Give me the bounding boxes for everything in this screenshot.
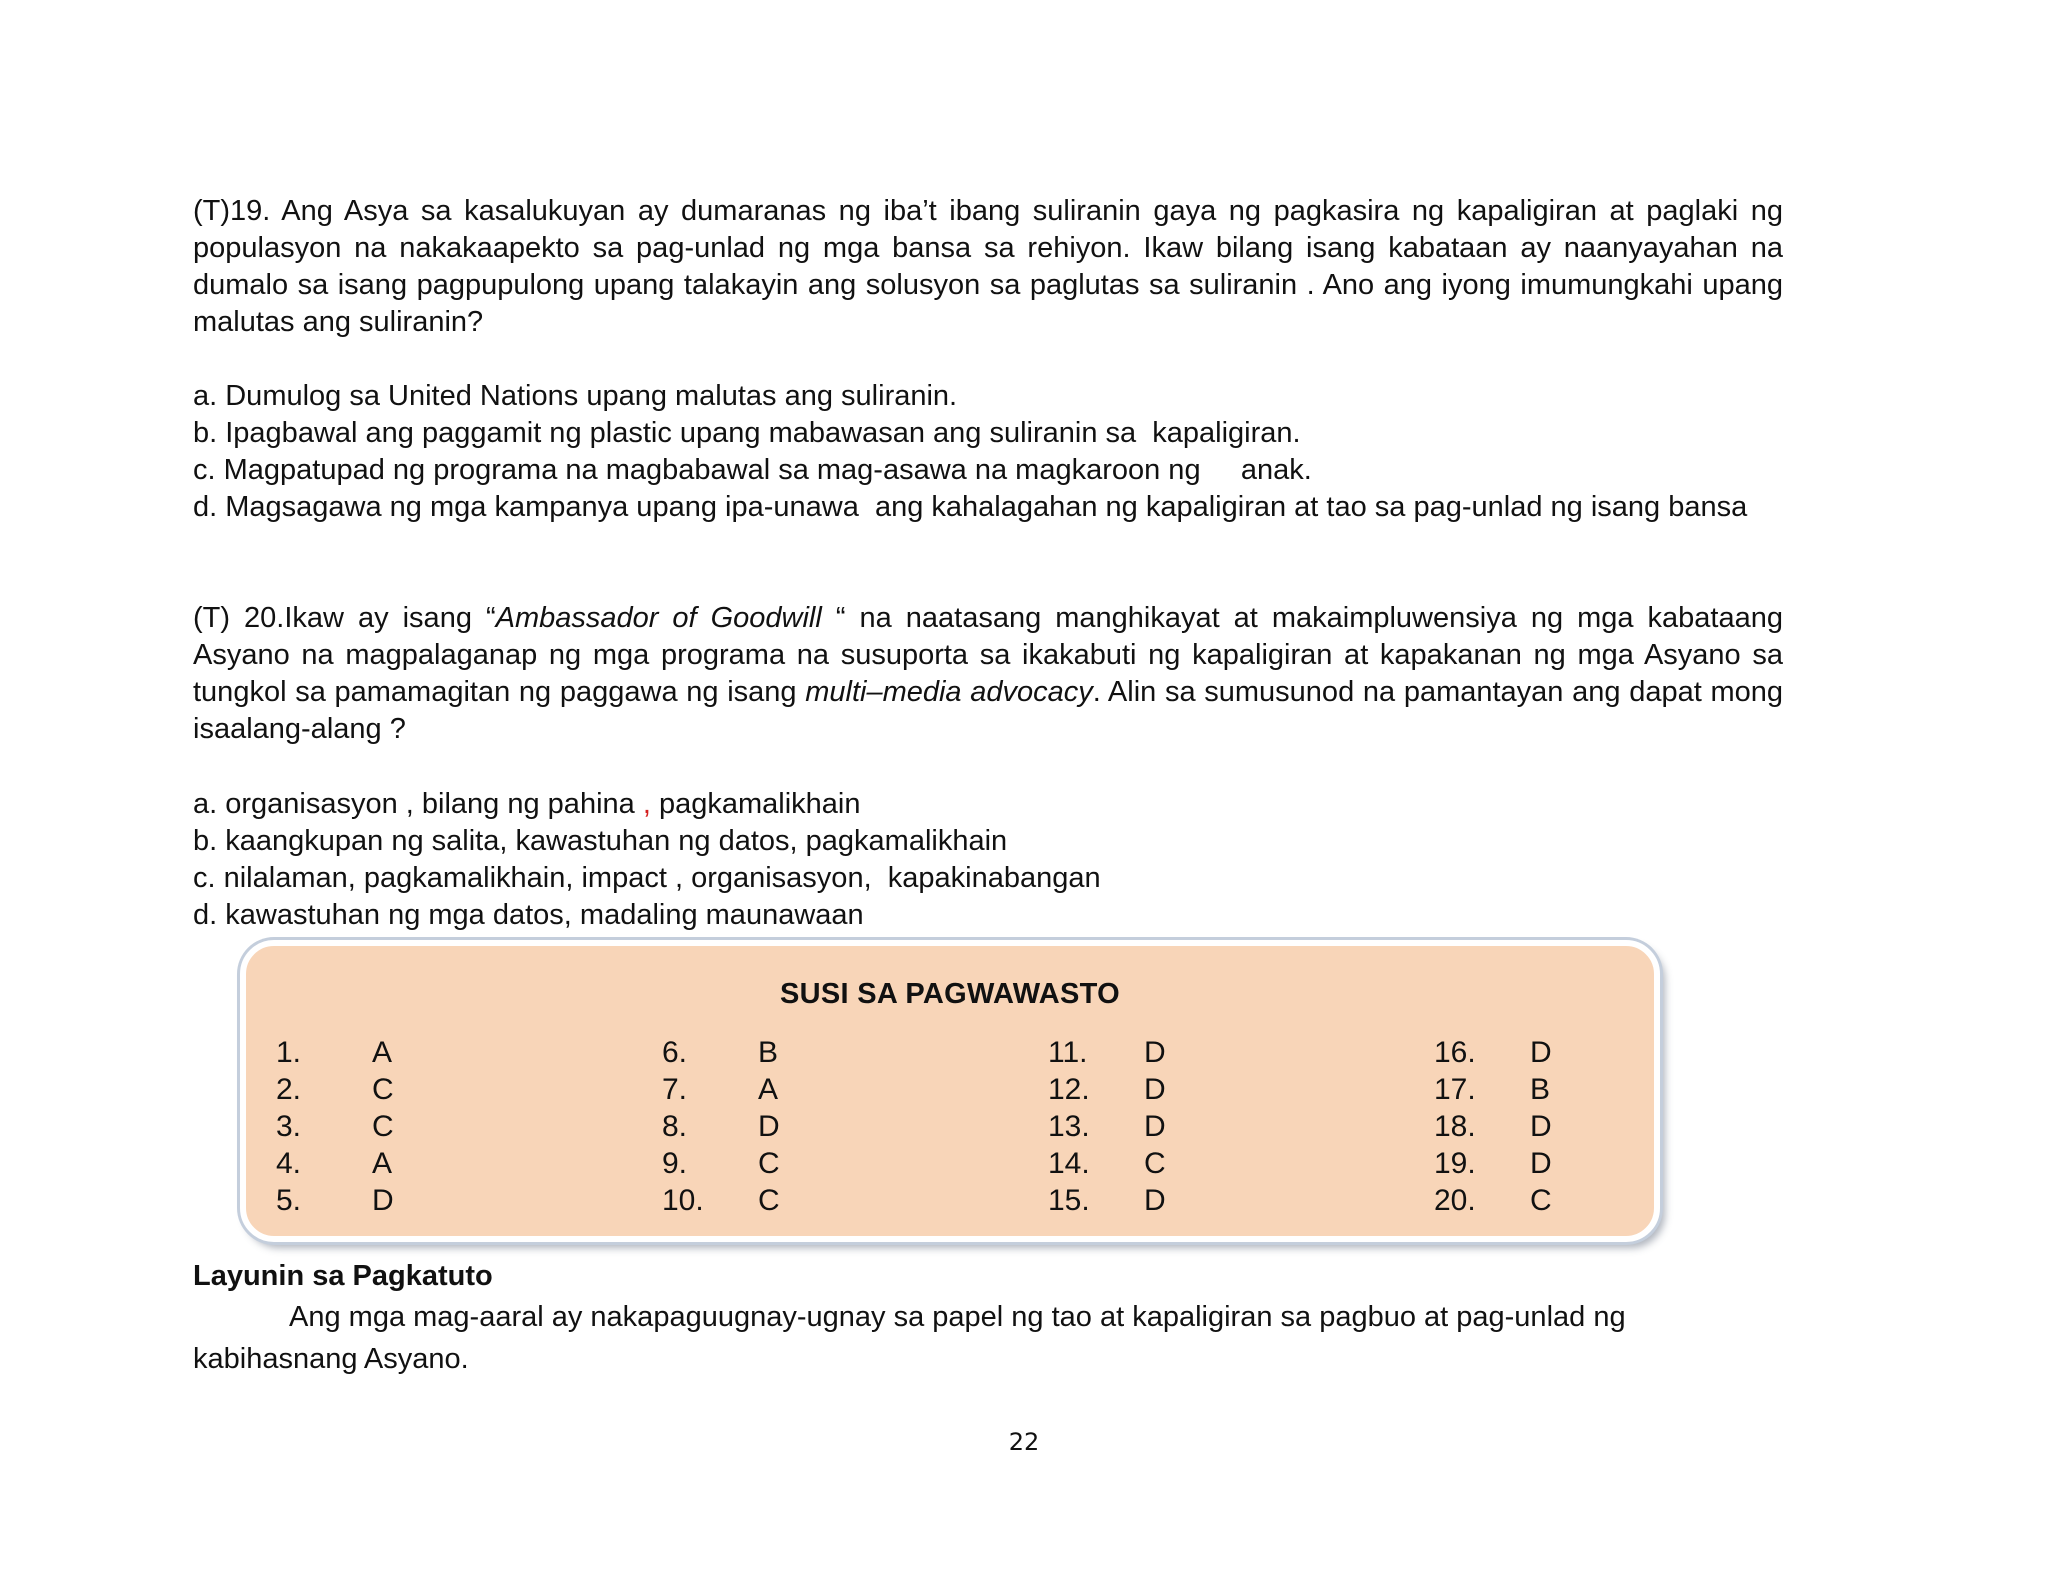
answer-key-row [276,1071,596,1108]
answer-key-answer: D [1144,1110,1166,1143]
answer-key-row [1434,1071,1754,1108]
question-20-stem-italic-1: Ambassador of Goodwill [495,602,822,634]
objective-heading: Layunin sa Pagkatuto [193,1260,493,1292]
question-19-options [193,378,1783,526]
answer-key-number: 2. [276,1073,302,1106]
answer-key-number: 7. [662,1073,688,1106]
question-20 [193,600,1783,748]
answer-key-column [1048,1034,1368,1219]
answer-key-answer: C [1144,1147,1166,1180]
answer-key-row [276,1108,596,1145]
answer-key-number: 18. [1434,1110,1476,1143]
answer-key-column [276,1034,596,1219]
question-20-option-a-text-2: pagkamalikhain [650,788,861,820]
answer-key-row [276,1034,596,1071]
question-20-option-b: b. kaangkupan ng salita, kawastuhan ng datos, pagkamalikhain [193,825,1008,857]
question-19-option-d: d. Magsagawa ng mga kampanya upang ipa-unawa ang kahalagahan ng kapaligiran at tao sa pag-unlad ng isang bansa [193,491,1748,523]
question-19 [193,193,1783,341]
question-19-option-c: c. Magpatupad ng programa na magbabawal sa mag-asawa na magkaroon ng anak. [193,454,1312,486]
answer-key-number: 13. [1048,1110,1090,1143]
answer-key-number: 1. [276,1036,302,1069]
answer-key-answer: D [1144,1073,1166,1106]
answer-key-number: 10. [662,1184,704,1217]
page-number: 22 [1008,1428,1040,1456]
answer-key-number: 15. [1048,1184,1090,1217]
question-19-option-a: a. Dumulog sa United Nations upang malutas ang suliranin. [193,380,958,412]
answer-key-number: 5. [276,1184,302,1217]
answer-key-row [276,1145,596,1182]
answer-key-answer: C [758,1147,780,1180]
question-20-option-a-text-1: a. organisasyon , bilang ng pahina [193,788,643,820]
question-19-stem: (T)19. Ang Asya sa kasalukuyan ay dumaranas ng iba’t ibang suliranin gaya ng pagkasira ng kapaligiran at paglaki ng populasyon na nakakaapekto sa pag-unlad ng mga bansa sa rehiyon. Ikaw bilang isang kabataan ay naanyayahan na dumalo sa isang pagpupulong upang talakayin ang solusyon sa paglutas sa suliranin . Ano ang iyong imumungkahi upang malutas ang suliranin? [193,195,1783,338]
objective-text [193,1296,1753,1380]
answer-key-number: 11. [1048,1036,1088,1069]
question-20-option-c: c. nilalaman, pagkamalikhain, impact , organisasyon, kapakinabangan [193,862,1101,894]
answer-key-answer: C [758,1184,780,1217]
answer-key-answer: C [372,1110,394,1143]
answer-key-answer: D [1144,1184,1166,1217]
answer-key-number: 12. [1048,1073,1090,1106]
answer-key-row [1048,1071,1368,1108]
question-20-stem [193,600,1783,748]
answer-key-row [1434,1182,1754,1219]
answer-key-column [662,1034,982,1219]
answer-key-row [276,1182,596,1219]
answer-key-number: 19. [1434,1147,1476,1180]
answer-key-number: 4. [276,1147,302,1180]
answer-key-row [1434,1034,1754,1071]
question-20-option-a [193,786,1783,823]
answer-key-answer: D [1530,1147,1552,1180]
answer-key-row [1048,1145,1368,1182]
answer-key-answer: A [372,1036,393,1069]
answer-key-answer: D [1144,1036,1166,1069]
answer-key-column [1434,1034,1754,1219]
answer-key-answer: D [372,1184,394,1217]
answer-key-answer: D [1530,1036,1552,1069]
question-20-stem-italic-2: multi–media advocacy [805,676,1093,708]
answer-key-row [662,1108,982,1145]
answer-key-row [662,1145,982,1182]
answer-key-row [1048,1108,1368,1145]
answer-key-row [662,1071,982,1108]
answer-key-box [240,940,1660,1242]
answer-key-number: 17. [1434,1073,1476,1106]
question-20-stem-text-3: . Alin sa sumusunod na pamantayan ang dapat mong isaalang-alang ? [193,676,1783,745]
question-20-option-d: d. kawastuhan ng mga datos, madaling maunawaan [193,899,864,931]
answer-key-row [662,1182,982,1219]
answer-key-answer: A [758,1073,779,1106]
answer-key-number: 3. [276,1110,302,1143]
answer-key-answer: A [372,1147,393,1180]
answer-key-number: 14. [1048,1147,1090,1180]
answer-key-row [1048,1182,1368,1219]
answer-key-number: 16. [1434,1036,1476,1069]
answer-key-row [662,1034,982,1071]
answer-key-number: 6. [662,1036,688,1069]
answer-key-answer: C [1530,1184,1552,1217]
answer-key-number: 20. [1434,1184,1476,1217]
answer-key-answer: C [372,1073,394,1106]
answer-key-number: 8. [662,1110,688,1143]
answer-key-title: SUSI SA PAGWAWASTO [779,978,1121,1010]
objective-paragraph: Ang mga mag-aaral ay nakapaguugnay-ugnay sa papel ng tao at kapaligiran sa pagbuo at pag-unlad ng kabihasnang Asyano. [193,1301,1626,1375]
answer-key-answer: D [758,1110,780,1143]
answer-key-answer: B [758,1036,779,1069]
question-20-stem-text-1: (T) 20.Ikaw ay isang “ [193,602,496,634]
answer-key-answer: B [1530,1073,1551,1106]
answer-key-number: 9. [662,1147,688,1180]
answer-key-answer: D [1530,1110,1552,1143]
answer-key-row [1434,1108,1754,1145]
answer-key-row [1048,1034,1368,1071]
answer-key-row [1434,1145,1754,1182]
red-comma: , [642,788,651,820]
question-20-options [193,786,1783,934]
question-19-option-b: b. Ipagbawal ang paggamit ng plastic upang mabawasan ang suliranin sa kapaligiran. [193,417,1301,449]
question-20-stem-text-2: “ na naatasang manghikayat at makaimpluwensiya ng mga kabataang Asyano na magpalaganap ng mga programa na susuporta sa ikakabuti ng kapaligiran at kapakanan ng mga Asyano sa tungkol sa pamamagitan ng paggawa ng isang [193,602,1783,708]
